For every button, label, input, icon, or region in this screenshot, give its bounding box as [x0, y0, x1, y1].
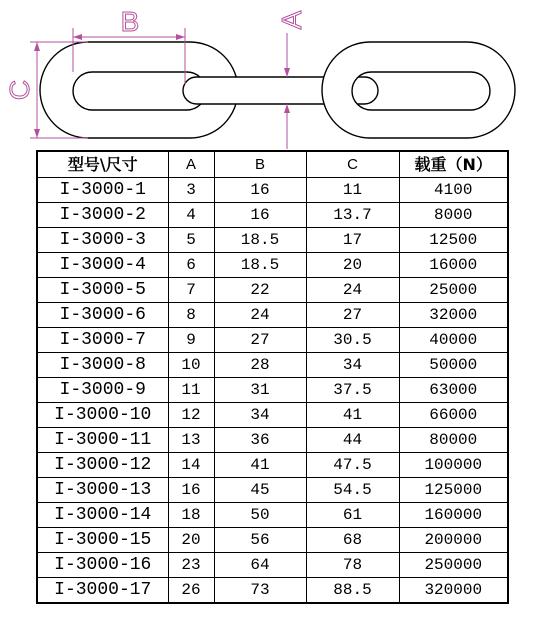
cell-c: 34: [306, 353, 399, 378]
table-row: [37, 178, 508, 203]
cell-model: I-3000-9: [37, 378, 168, 403]
cell-c: 54.5: [306, 478, 399, 503]
table-row: [37, 578, 508, 604]
cell-b: 22: [214, 278, 306, 303]
cell-c: 24: [306, 278, 399, 303]
cell-model: I-3000-11: [37, 428, 168, 453]
cell-a: 26: [168, 578, 214, 604]
cell-b: 18.5: [214, 253, 306, 278]
cell-a: 3: [168, 178, 214, 203]
spec-table: [36, 150, 509, 604]
cell-a: 11: [168, 378, 214, 403]
cell-a: 9: [168, 328, 214, 353]
table-row: [37, 328, 508, 353]
cell-c: 61: [306, 503, 399, 528]
cell-c: 44: [306, 428, 399, 453]
header-row: [37, 151, 508, 178]
cell-model: I-3000-6: [37, 303, 168, 328]
cell-b: 18.5: [214, 228, 306, 253]
cell-a: 13: [168, 428, 214, 453]
cell-c: 88.5: [306, 578, 399, 604]
cell-c: 78: [306, 553, 399, 578]
cell-model: I-3000-17: [37, 578, 168, 604]
table-row: [37, 478, 508, 503]
cell-b: 16: [214, 203, 306, 228]
header-load: 载重（N）: [399, 151, 508, 178]
cell-b: 27: [214, 328, 306, 353]
chain-link-diagram: [0, 0, 539, 150]
cell-b: 64: [214, 553, 306, 578]
cell-a: 8: [168, 303, 214, 328]
header-b: B: [214, 151, 306, 178]
dimension-label-b: B: [120, 6, 140, 37]
cell-a: 4: [168, 203, 214, 228]
cell-model: I-3000-15: [37, 528, 168, 553]
cell-model: I-3000-12: [37, 453, 168, 478]
cell-load: 320000: [399, 578, 508, 604]
table-row: [37, 503, 508, 528]
cell-load: 4100: [399, 178, 508, 203]
cell-b: 16: [214, 178, 306, 203]
table-row: [37, 528, 508, 553]
cell-load: 160000: [399, 503, 508, 528]
table-row: [37, 303, 508, 328]
cell-b: 56: [214, 528, 306, 553]
cell-a: 18: [168, 503, 214, 528]
cell-c: 27: [306, 303, 399, 328]
cell-a: 23: [168, 553, 214, 578]
cell-a: 10: [168, 353, 214, 378]
cell-b: 24: [214, 303, 306, 328]
cell-model: I-3000-13: [37, 478, 168, 503]
cell-a: 6: [168, 253, 214, 278]
cell-load: 25000: [399, 278, 508, 303]
table-row: [37, 453, 508, 478]
cell-b: 73: [214, 578, 306, 604]
cell-model: I-3000-16: [37, 553, 168, 578]
table-row: [37, 428, 508, 453]
cell-load: 250000: [399, 553, 508, 578]
table-row: [37, 378, 508, 403]
cell-a: 5: [168, 228, 214, 253]
cell-load: 200000: [399, 528, 508, 553]
cell-load: 40000: [399, 328, 508, 353]
cell-c: 20: [306, 253, 399, 278]
chain-link-right: [322, 42, 515, 138]
cell-load: 8000: [399, 203, 508, 228]
cell-load: 80000: [399, 428, 508, 453]
cell-load: 63000: [399, 378, 508, 403]
table-row: [37, 278, 508, 303]
cell-c: 37.5: [306, 378, 399, 403]
cell-model: I-3000-7: [37, 328, 168, 353]
cell-model: I-3000-14: [37, 503, 168, 528]
cell-load: 32000: [399, 303, 508, 328]
cell-b: 28: [214, 353, 306, 378]
cell-model: I-3000-4: [37, 253, 168, 278]
header-c: C: [306, 151, 399, 178]
header-model-size: 型号\尺寸: [37, 151, 168, 178]
table-row: [37, 253, 508, 278]
cell-a: 12: [168, 403, 214, 428]
table-row: [37, 403, 508, 428]
table-row: [37, 228, 508, 253]
cell-model: I-3000-3: [37, 228, 168, 253]
cell-c: 68: [306, 528, 399, 553]
cell-b: 45: [214, 478, 306, 503]
cell-load: 50000: [399, 353, 508, 378]
cell-model: I-3000-2: [37, 203, 168, 228]
cell-a: 7: [168, 278, 214, 303]
cell-b: 41: [214, 453, 306, 478]
cell-a: 14: [168, 453, 214, 478]
cell-load: 100000: [399, 453, 508, 478]
cell-c: 17: [306, 228, 399, 253]
cell-a: 20: [168, 528, 214, 553]
cell-b: 34: [214, 403, 306, 428]
cell-model: I-3000-8: [37, 353, 168, 378]
dimension-label-c: C: [4, 79, 35, 101]
cell-load: 16000: [399, 253, 508, 278]
table-row: [37, 553, 508, 578]
cell-c: 30.5: [306, 328, 399, 353]
cell-c: 41: [306, 403, 399, 428]
cell-b: 50: [214, 503, 306, 528]
header-a: A: [168, 151, 214, 178]
cell-load: 12500: [399, 228, 508, 253]
table-row: [37, 353, 508, 378]
dimension-label-a: A: [276, 10, 307, 30]
cell-c: 47.5: [306, 453, 399, 478]
cell-load: 66000: [399, 403, 508, 428]
cell-model: I-3000-1: [37, 178, 168, 203]
table-row: [37, 203, 508, 228]
cell-model: I-3000-5: [37, 278, 168, 303]
cell-model: I-3000-10: [37, 403, 168, 428]
cell-b: 31: [214, 378, 306, 403]
cell-c: 11: [306, 178, 399, 203]
cell-c: 13.7: [306, 203, 399, 228]
cell-b: 36: [214, 428, 306, 453]
cell-load: 125000: [399, 478, 508, 503]
cell-a: 16: [168, 478, 214, 503]
